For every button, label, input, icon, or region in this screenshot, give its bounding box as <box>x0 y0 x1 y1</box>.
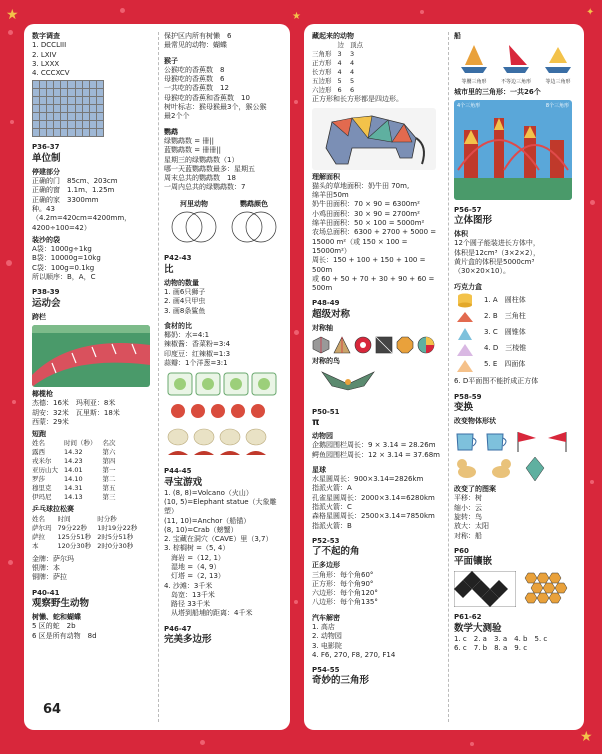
answer-column-4 <box>454 32 578 722</box>
answer-column-2 <box>164 32 284 722</box>
subheading: 鹦鹉 <box>164 127 178 136</box>
text-line: 旋转：鸟 <box>454 513 482 522</box>
text-line: 指派火箭：B <box>312 521 352 530</box>
subheading: 船 <box>454 32 461 40</box>
right-page-panel <box>304 24 584 730</box>
table-row: 正方形 4 4 <box>312 59 355 68</box>
star-icon: ★ <box>580 729 593 745</box>
text-line: 湿地 =（4, 9） <box>164 562 221 571</box>
section-heading: 数学大测验 <box>454 622 502 634</box>
subheading: 动物的数量 <box>164 278 199 287</box>
text-line: 奶牛田面积：70 × 90 = 6300m² <box>312 200 420 209</box>
subheading: 理解面积 <box>312 172 340 181</box>
text-line: 5 区的蛇 2b <box>32 622 76 631</box>
venn-title: 鹦鹉颜色 <box>240 199 268 208</box>
subheading: 正多边形 <box>312 561 340 570</box>
answer-column-1 <box>32 32 154 722</box>
subheading: 跨栏 <box>32 312 46 321</box>
triangle-icon <box>333 336 351 354</box>
text-line: 周末总共的鹦鹉数 18 <box>164 174 236 183</box>
table-row: 六边形 6 6 <box>312 86 355 95</box>
text-line: 灯塔 =（2, 13） <box>164 572 225 581</box>
subheading: 改变物体形状 <box>454 416 496 425</box>
solids-icons <box>454 292 484 377</box>
text-line: 胡安：32米 瓦里斯：18米 <box>32 408 120 417</box>
section-heading: 平面镶嵌 <box>454 556 493 568</box>
text-line: 4. F6, 270, F8, 270, F14 <box>312 650 396 659</box>
text-line: 公猴吃的香蕉数 8 <box>164 65 225 74</box>
table-header-row: 姓名 时间（秒） 名次 <box>32 439 116 448</box>
text-line: 周长：150 + 100 + 150 + 100 = 500m <box>312 256 426 274</box>
text-line: 母猴吃的香蕉和香蕉数 10 <box>164 93 250 102</box>
table-row: 萨拉 125分51秒 2时5分51秒 <box>32 532 134 541</box>
boat-icon <box>501 43 531 75</box>
text-line: 一周内总共的绿鹦鹉数：7 <box>164 183 246 192</box>
text-line: 6 区是所有动物 8d <box>32 631 97 640</box>
text-line: 1. 画6只狮子 <box>164 287 206 296</box>
text-line: 绿鹦鹉数 = 卌|| <box>164 136 215 145</box>
boat-icon <box>459 43 489 75</box>
page-ref: P36-37 <box>32 143 60 152</box>
text-line: 树叶标志：猴母猴最3个，猴公猴 <box>164 103 267 112</box>
text-line: 绵羊田面积：50 × 100 = 5000m² <box>312 219 425 228</box>
subheading: 巧克力盒 <box>454 282 482 291</box>
hurdle-track-illustration <box>32 325 150 387</box>
text-line: 放大：太阳 <box>454 522 489 531</box>
text-line: 或 60 + 50 + 70 + 30 + 90 + 60 = 500m <box>312 274 435 293</box>
text-line: 3. 棕榈树 =（5, 4） <box>164 544 230 553</box>
square-icon <box>375 336 393 354</box>
text-line: （30×20×10）。 <box>454 267 510 276</box>
text-line: 森格星圆周长：2500×3.14=7850km <box>312 512 435 521</box>
transform-icons <box>454 430 578 452</box>
star-icon: ✦ <box>586 7 595 18</box>
text-line: 黄片盒的体积是5000cm³ <box>454 258 535 267</box>
text-line: 哪一天蓝鹦鹉数最多：星期五 <box>164 164 255 173</box>
boat-item <box>538 43 578 84</box>
subheading: 城市里的三角形：一共26个 <box>454 87 541 96</box>
text-line: 路径 33千米 <box>164 600 211 609</box>
list-item: 2. B 三角柱 <box>484 311 526 320</box>
page-ref: P50-51 <box>312 407 340 416</box>
subheading: 对称轴 <box>312 323 333 332</box>
page-ref: P40-41 <box>32 588 60 597</box>
subheading: 食材的比 <box>164 321 192 330</box>
text-line: (10, 5)=Elephant statue（大象雕塑） <box>164 497 277 516</box>
section-heading: 观察野生动物 <box>32 597 90 609</box>
text-line: 绵羊田50m <box>312 191 349 200</box>
section-heading: 完美多边形 <box>164 634 212 646</box>
text-line: A袋：1000g÷1kg <box>32 245 92 254</box>
subheading: 乒乓球拉松赛 <box>32 505 74 514</box>
section-heading: 变换 <box>454 401 474 413</box>
text-line: (11, 10)=Anchor（船锚） <box>164 516 251 525</box>
city-label: 4个三角形 <box>457 102 481 109</box>
text-line: 星期三的绿鹦鹉数（1） <box>164 155 239 164</box>
text-line: 6. c 7. b 8. a 9. c <box>454 643 528 652</box>
page-ref: P38-39 <box>32 288 60 297</box>
section-heading: 寻宝游戏 <box>164 476 203 488</box>
subheading: 短跑 <box>32 430 46 439</box>
section-heading: 了不起的角 <box>312 546 360 558</box>
text-line: 蒜瓣：1个洋葱=3:1 <box>164 359 228 368</box>
text-line: 3. 电影院 <box>312 641 342 650</box>
text-line: 猫头的草地面积：奶牛田 70m, <box>312 181 410 190</box>
text-line: 蓝鹦鹉数 = 卌卌|| <box>164 146 222 155</box>
page-ref: P52-53 <box>312 536 340 545</box>
text-line: 最常见的动物：蝴蝶 <box>164 41 227 50</box>
text-line: 1. 高店 <box>312 622 335 631</box>
venn-diagram <box>229 197 279 249</box>
section-heading: 单位制 <box>32 152 61 164</box>
boats-illustration <box>454 43 578 84</box>
text-line: 正方形：每个角90° <box>312 579 374 588</box>
list-item: 1. A 圆柱体 <box>484 295 526 304</box>
text-line: 正确的门 85cm、203cm <box>32 177 118 186</box>
subheading: 对称的鸟 <box>312 357 340 366</box>
elephant-mosaic-illustration <box>312 108 436 170</box>
boat-item <box>496 43 536 84</box>
text-line: 最2个个 <box>164 112 190 121</box>
hexagon-tessellation-icon <box>522 571 572 607</box>
column-divider <box>158 32 159 722</box>
subheading: 体积 <box>454 230 468 239</box>
table-row: 罗莎 14.10 第二 <box>32 475 116 484</box>
subheading: 猴子 <box>164 56 178 65</box>
boat-icon <box>543 43 573 75</box>
text-line: 正确的窗 1.1m、1.25m <box>32 186 115 195</box>
text-line: 水星圆周长：900×3.14=2826km <box>312 475 424 484</box>
tessellation-illustration <box>454 571 578 607</box>
city-label: 8个三角形 <box>545 102 569 109</box>
text-line: 六边形：每个角120° <box>312 589 378 598</box>
text-line: 15000 m²（或 150 × 100 = 15000m²） <box>312 237 408 255</box>
page-ref: P56-57 <box>454 205 482 214</box>
page-number-badge: 64 <box>34 698 70 722</box>
city-triangles-illustration <box>454 100 572 200</box>
food-ingredients-illustration <box>164 371 280 461</box>
kite-icon <box>522 456 548 482</box>
table-row: 本 120分30秒 2时0分30秒 <box>32 541 134 550</box>
table-row: 亚历山大 14.01 第一 <box>32 466 116 475</box>
page-ref: P54-55 <box>312 666 340 675</box>
subheading: 动物园 <box>312 431 333 440</box>
section-heading: 比 <box>164 263 174 275</box>
cylinder-icon <box>458 293 472 307</box>
text-line: 1. c 2. a 3. a 4. b 5. c <box>454 634 548 643</box>
section-heading: π <box>312 416 320 428</box>
text-line: 缩小：云 <box>454 503 482 512</box>
flag-icon <box>544 430 570 452</box>
table-row: 长方形 4 4 <box>312 68 355 77</box>
text-line: 从塔到船埔的距离：4千米 <box>164 609 253 618</box>
bird-icon <box>318 368 378 398</box>
table-tennis-table <box>32 515 143 551</box>
boat-label: 等腰三角形 <box>461 78 487 85</box>
prism-icon <box>457 312 473 322</box>
section-heading: 超级对称 <box>312 308 351 320</box>
hexagon-icon <box>312 336 330 354</box>
list-item: 1. DCCLIII <box>32 41 67 50</box>
text-line: 母猴吃的香蕉数 6 <box>164 75 225 84</box>
transform-icons-2 <box>454 456 578 482</box>
text-line: 西蒙：29米 <box>32 417 69 426</box>
octagon-icon <box>396 336 414 354</box>
subheading: 星球 <box>312 465 326 474</box>
text-line: 小鸡田面积：30 × 90 = 2700m² <box>312 209 420 218</box>
text-line: 杰德：16米 玛利亚：8米 <box>32 399 116 408</box>
section-heading: 运动会 <box>32 297 61 309</box>
boat-label: 等边三角形 <box>545 78 571 85</box>
list-item: 4. CCCXCV <box>32 69 70 78</box>
table-row: 三角形 3 3 <box>312 50 355 59</box>
boat-label: 不等边三角形 <box>500 78 531 85</box>
venn-diagram <box>169 197 219 249</box>
venn-circles-icon <box>169 209 219 245</box>
pyramid-icon <box>457 344 473 356</box>
text-line: 2. 画4只甲虫 <box>164 297 206 306</box>
page-ref: P46-47 <box>164 624 192 633</box>
text-line: 2. 宝藏在洞穴（CAVE）里（3,7） <box>164 535 273 544</box>
text-line: 指派火箭：C <box>312 503 352 512</box>
text-line: 指派火箭：A <box>312 484 352 493</box>
section-heading: 立体图形 <box>454 215 493 227</box>
text-line: 保护区内所有树懒 6 <box>164 32 232 40</box>
tetrahedron-icon <box>457 360 473 372</box>
venn-title: 河里动物 <box>180 199 208 208</box>
cup-icon <box>454 430 480 452</box>
text-line: 平移：树 <box>454 494 482 503</box>
cup-icon <box>484 430 510 452</box>
text-line: 正确的家 3300mm <box>32 195 99 204</box>
star-icon: ★ <box>292 11 301 22</box>
text-line: 正方形和长方形都是四边形。 <box>312 95 403 104</box>
page-ref: P61-62 <box>454 613 482 622</box>
list-item: 4. D 三棱锥 <box>484 343 527 352</box>
text-line: 孔雀星圆周长：2000×3.14=6280km <box>312 493 435 502</box>
text-line: 3. 画8条鲨鱼 <box>164 306 206 315</box>
roman-list <box>32 41 154 78</box>
table-row: 戎米尔 14.23 第四 <box>32 457 116 466</box>
list-item: 3. LXXX <box>32 59 60 68</box>
subheading: 停建部分 <box>32 167 60 176</box>
text-line: 银牌：本 <box>32 564 60 573</box>
star-icon: ★ <box>6 7 19 23</box>
table-row: 伊玛尼 14.13 第三 <box>32 493 116 502</box>
page-ref: P42-43 <box>164 254 192 263</box>
text-line: 岛宽：13千米 <box>164 590 215 599</box>
text-line: 三角形：每个角60° <box>312 570 374 579</box>
checker-tessellation-icon <box>454 571 516 607</box>
text-line: 所以顺序：B，A，C <box>32 273 96 282</box>
pie-icon <box>417 336 435 354</box>
subheading: 藏起来的动物 <box>312 32 354 40</box>
boat-item <box>454 43 494 84</box>
text-line: 一共吃的香蕉数 12 <box>164 84 229 93</box>
text-line: 2. 动物园 <box>312 632 342 641</box>
left-page-panel <box>24 24 290 730</box>
dog-icon <box>454 456 480 480</box>
table-row: 五边形 5 5 <box>312 77 355 86</box>
solids-list <box>454 292 578 377</box>
table-row: 萨尔玛 79分22秒 1时19分22秒 <box>32 523 138 532</box>
page-ref: P44-45 <box>164 467 192 476</box>
table-row: 露西 14.32 第六 <box>32 448 116 457</box>
text-line: 印度豆：红辣椒=1:3 <box>164 349 231 358</box>
symmetry-shapes <box>312 336 444 354</box>
text-line: 鳄鱼园围栏周长：12 × 3.14 = 37.68m <box>312 450 440 459</box>
page-ref: P60 <box>454 546 469 555</box>
solids-text <box>484 292 526 377</box>
race-results-table <box>32 439 122 502</box>
subheading: 装沙的袋 <box>32 235 60 244</box>
section-heading: 奇妙的三角形 <box>312 675 370 687</box>
text-line: 对称：船 <box>454 531 482 540</box>
text-line: 种。43（4.2m=420cm=4200mm， <box>32 204 132 223</box>
venn-circles-icon <box>229 209 279 245</box>
text-line: B袋：10000g=10kg <box>32 254 101 263</box>
hundred-grid-illustration <box>32 80 104 137</box>
text-line: 铜牌：萨拉 <box>32 573 67 582</box>
text-line: 企鹅园围栏周长：9 × 3.14 = 28.26m <box>312 441 436 450</box>
text-line: 4. 沙滩：3千米 <box>164 581 213 590</box>
text-line: 1. (8, 8)=Volcano（火山） <box>164 488 253 497</box>
table-header-row: 边 顶点 <box>337 41 363 50</box>
text-line: 椰奶：水=4:1 <box>164 331 210 340</box>
subheading: 汽车解密 <box>312 613 340 622</box>
table-row: 穆里克 14.31 第五 <box>32 484 116 493</box>
subheading: 改变了的图案 <box>454 485 496 494</box>
text-line: 农场总面积：6300 + 2700 + 5000 = <box>312 228 437 237</box>
cone-icon <box>458 328 472 340</box>
text-line: C袋：100g=0.1kg <box>32 263 95 272</box>
text-line: 4200÷100=42） <box>32 223 91 232</box>
polygon-table <box>312 41 369 95</box>
flag-icon <box>514 430 540 452</box>
column-divider <box>448 32 449 722</box>
dog-icon <box>488 456 514 480</box>
answer-column-3 <box>312 32 444 722</box>
text-line: 12个圆子能装进长方体中， <box>454 239 540 248</box>
list-item: 6. D平面图不能折成正方体 <box>454 377 539 386</box>
text-line: 海岩 =（12, 1） <box>164 553 225 562</box>
list-item: 3. C 圆锥体 <box>484 327 526 336</box>
text-line: 八边形：每个角135° <box>312 598 378 607</box>
text-line: (8, 10)=Crab（螃蟹） <box>164 525 238 534</box>
list-item: 2. LXIV <box>32 50 57 59</box>
page-ref: P48-49 <box>312 299 340 308</box>
subheading: 椰榄枪 <box>32 389 53 398</box>
circle-icon <box>354 336 372 354</box>
text-line: 金牌：萨尔玛 <box>32 554 74 563</box>
text-line: 辣椒酱：香菜粉=3:4 <box>164 340 231 349</box>
list-item: 5. E 四面体 <box>484 359 526 368</box>
page-ref: P58-59 <box>454 392 482 401</box>
text-line: 体积是12cm³（3×2×2）， <box>454 248 540 257</box>
section-title: 数字调查 <box>32 32 60 40</box>
subheading: 树懒、蛇和蝴蝶 <box>32 612 81 621</box>
table-header-row: 姓名 时间 时分秒 <box>32 514 117 523</box>
venn-diagrams <box>164 197 284 249</box>
